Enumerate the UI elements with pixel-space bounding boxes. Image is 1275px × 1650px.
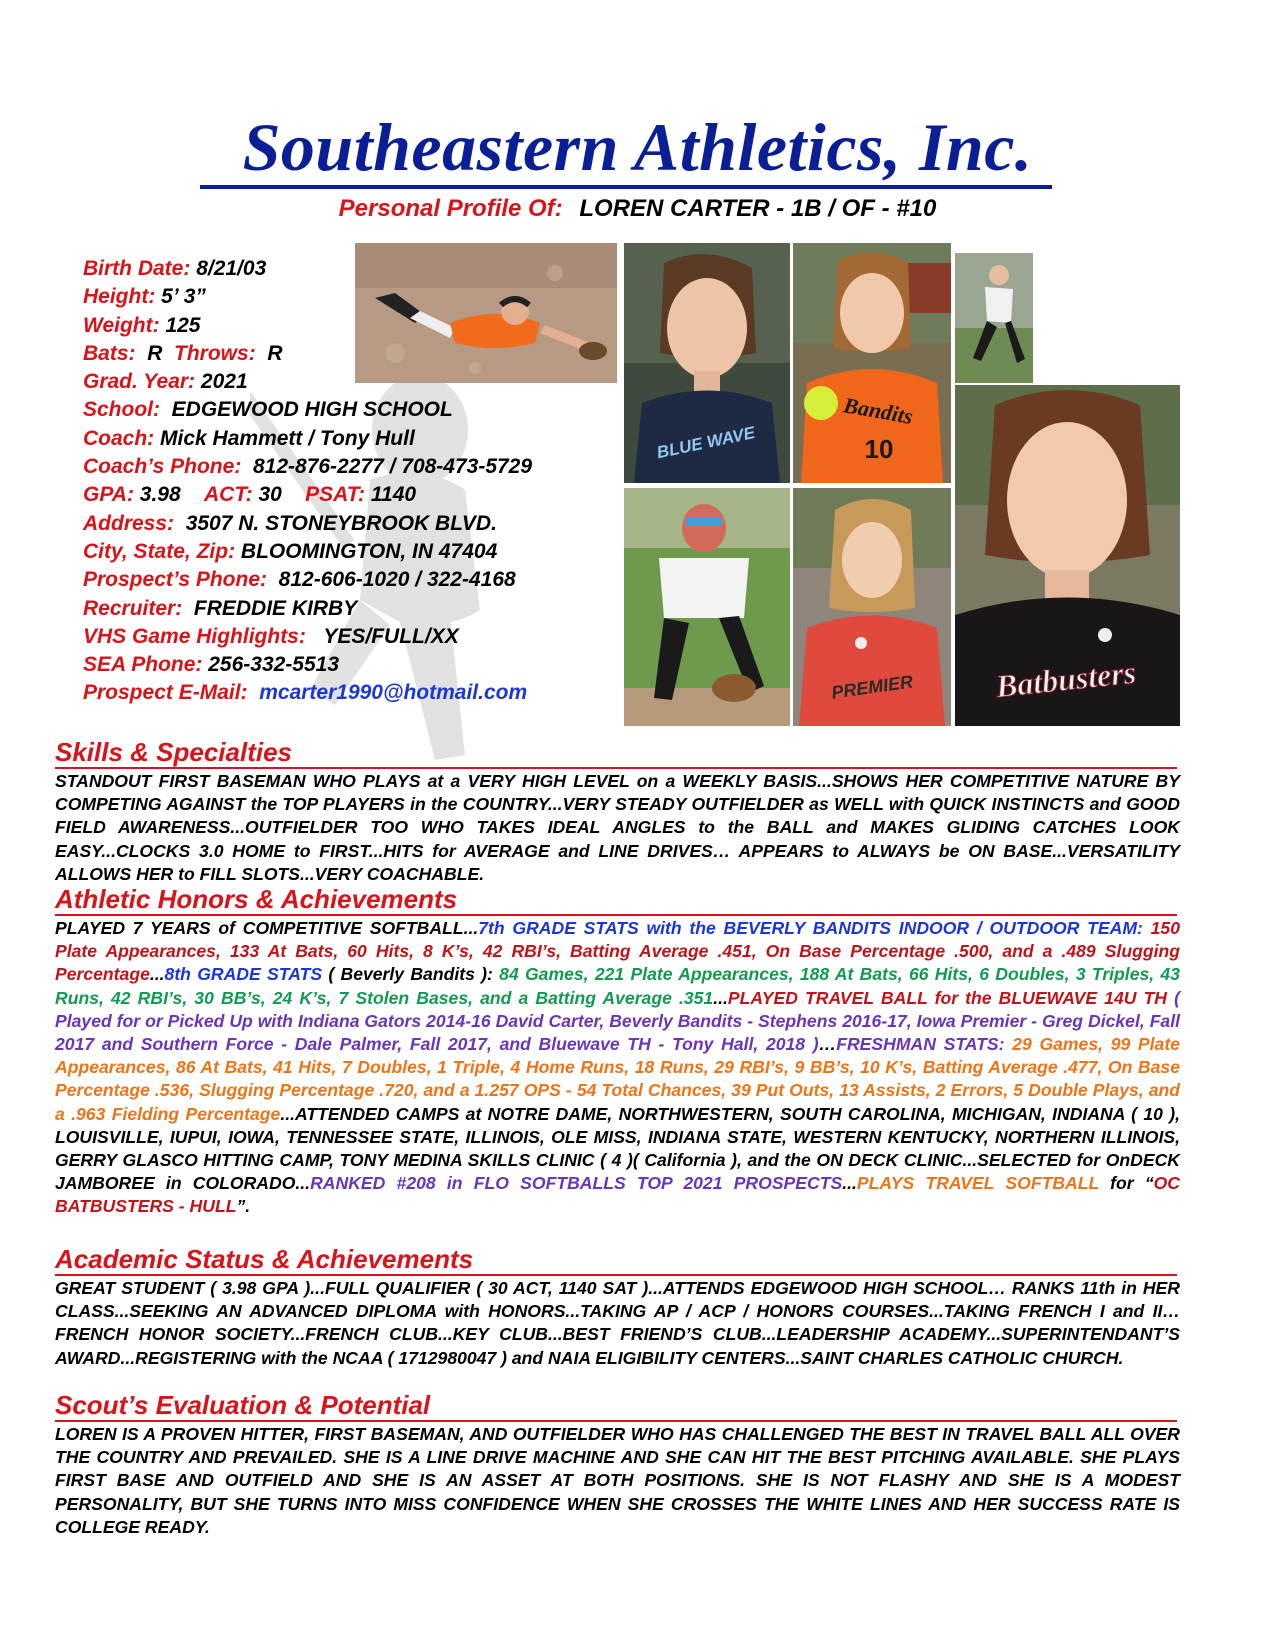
blue-wave-jersey-text: BLUE WAVE (655, 422, 757, 463)
athletic-segment: 150 Plate Appearances, 133 At Bats, 60 Hits, 8 K’s, 42 RBI’s, Batting Average .451, On Base Percentage .500, and a .489 Slugging Percentage (55, 918, 1180, 985)
athletic-segment: ... (842, 1173, 857, 1194)
batbusters-jersey-text: Batbusters (994, 653, 1138, 705)
athletic-segment: 7th GRADE STATS with the BEVERLY BANDITS INDOOR / OUTDOOR TEAM: (478, 918, 1143, 938)
field-address: Address: 3507 N. STONEYBROOK BLVD. (83, 511, 497, 535)
field-city-state-zip: City, State, Zip: BLOOMINGTON, IN 47404 (83, 539, 498, 563)
premier-jersey-text: PREMIER (830, 671, 915, 703)
page-title: Southeastern Athletics, Inc. (242, 109, 1033, 185)
skills-heading: Skills & Specialties (55, 737, 293, 767)
photo-premier (793, 488, 951, 726)
athletic-segment: OC BATBUSTERS - HULL (55, 1173, 1181, 1217)
field-weight: Weight: 125 (83, 313, 201, 337)
photo-running (955, 253, 1033, 383)
field-bats-throws: Bats: R Throws: R (83, 341, 283, 365)
athletic-segment: ( Played for or Picked Up with Indiana Gators 2014-16 David Carter, Beverly Bandits - Stephens 2016-17, Iowa Premier - Greg Dickel, Fall 2017 and Southern Force - Dale Palmer, Fall 2017, and Bluewave TH - Tony Hall, 2018 ) (55, 987, 1180, 1055)
athletic-segment: FRESHMAN STATS: (836, 1034, 1005, 1055)
scout-heading: Scout’s Evaluation & Potential (55, 1390, 431, 1420)
athletic-segment: … (818, 1034, 837, 1055)
academic-text: GREAT STUDENT ( 3.98 GPA )...FULL QUALIFIER ( 30 ACT, 1140 SAT )...ATTENDS EDGEWOOD HIGH SCHOOL… RANKS 11th in HER CLASS...SEEKING AN ADVANCED DIPLOMA with HONORS...TAKING AP / ACP / HONORS COURSES...TAKING FRENCH I and II…FRENCH HONOR SOCIETY...FRENCH CLUB...KEY CLUB...BEST FRIEND’S CLUB...LEADERSHIP ACADEMY...SUPERINTENDANT’S AWARD...REGISTERING with the NCAA ( 1712980047 ) and NAIA ELIGIBILITY CENTERS...SAINT CHARLES CATHOLIC CHURCH. (55, 1278, 1180, 1368)
athletic-segment: ... (713, 987, 728, 1008)
photo-batbusters (955, 385, 1180, 726)
athletic-heading: Athletic Honors & Achievements (55, 884, 458, 914)
athletic-rule (55, 914, 1177, 916)
academic-heading: Academic Status & Achievements (55, 1244, 474, 1274)
athletic-segment: RANKED #208 in FLO SOFTBALLS TOP 2021 PROSPECTS (310, 1173, 843, 1194)
athletic-segment: 29 Games, 99 Plate Appearances, 86 At Bats, 41 Hits, 7 Doubles, 1 Triple, 4 Home Runs, 18 Runs, 29 RBI’s, 9 BB’s, 10 K’s, Batting Average .477, On Base Percentage .536, Slugging Percentage .720, and a 1.257 OPS - 54 Total Chances, 39 Put Outs, 13 Assists, 2 Errors, 5 Double Plays, and a .963 Fielding Percentage (55, 1034, 1180, 1124)
athletic-text (55, 917, 1180, 1219)
skills-rule (55, 767, 1177, 769)
athletic-segment: PLAYS TRAVEL SOFTBALL (856, 1173, 1099, 1194)
field-coach: Coach: Mick Hammett / Tony Hull (83, 426, 415, 450)
field-prospect-email: Prospect E-Mail: mcarter1990@hotmail.com (83, 681, 528, 705)
photo-blue-wave (624, 243, 790, 483)
field-height: Height: 5’ 3” (83, 285, 206, 309)
scout-rule (55, 1420, 1177, 1422)
athletic-segment: PLAYED 7 YEARS of COMPETITIVE SOFTBALL... (55, 918, 479, 938)
field-school: School: EDGEWOOD HIGH SCHOOL (83, 398, 453, 422)
athletic-segment: 84 Games, 221 Plate Appearances, 188 At Bats, 66 Hits, 6 Doubles, 3 Triples, 43 Runs, 42 RBI’s, 30 BB’s, 24 K’s, 7 Stolen Bases, and a Batting Average .351 (55, 964, 1181, 1008)
field-prospect-phone: Prospect’s Phone: 812-606-1020 / 322-4168 (83, 568, 516, 592)
field-birth-date: Birth Date: 8/21/03 (83, 257, 267, 280)
athletic-segment: for “ (1098, 1173, 1154, 1194)
photo-diving-catch (355, 243, 617, 383)
field-sea-phone: SEA Phone: 256-332-5513 (83, 653, 340, 677)
field-gpa-act-psat: GPA: 3.98 ACT: 30 PSAT: 1140 (83, 483, 417, 507)
profile-label: Personal Profile Of: (338, 195, 563, 222)
photo-fielding (624, 488, 790, 726)
photo-bandits-10 (793, 243, 951, 483)
athletic-segment: 8th GRADE STATS (164, 964, 323, 985)
athletic-segment: ”. (236, 1196, 251, 1217)
bandits-jersey-text: Bandits (841, 392, 915, 429)
athletic-segment: ... (149, 964, 165, 985)
title-underline (200, 185, 1052, 189)
profile-name: LOREN CARTER - 1B / OF - #10 (579, 195, 937, 222)
athletic-segment: ...ATTENDED CAMPS at NOTRE DAME, NORTHWESTERN, SOUTH CAROLINA, MICHIGAN, INDIANA ( 10 ), LOUISVILLE, IUPUI, IOWA, TENNESSEE STATE, ILLINOIS, OLE MISS, INDIANA STATE, WESTERN KENTUCKY, NORTHERN ILLINOIS, GERRY GLASCO HITTING CAMP, TONY MEDINA SKILLS CLINIC ( 4 )( California ), and the ON DECK CLINIC...SELECTED for OnDECK JAMBOREE in COLORADO... (55, 1103, 1180, 1194)
athletic-segment: ( Beverly Bandits ): (322, 964, 493, 985)
email-link[interactable]: mcarter1990@hotmail.com (259, 681, 528, 705)
skills-text: STANDOUT FIRST BASEMAN WHO PLAYS at a VERY HIGH LEVEL on a WEEKLY BASIS...SHOWS HER COMPETITIVE NATURE BY COMPETING AGAINST the TOP PLAYERS in the COUNTRY...VERY STEADY OUTFIELDER as WELL with QUICK INSTINCTS and GOOD FIELD AWARENESS...OUTFIELDER TOO WHO TAKES IDEAL ANGLES to the BALL and MAKES GLIDING CATCHES LOOK EASY...CLOCKS 3.0 HOME to FIRST...HITS for AVERAGE and LINE DRIVES… APPEARS to ALWAYS be ON BASE...VERSATILITY ALLOWS HER to FILL SLOTS...VERY COACHABLE. (55, 771, 1180, 884)
field-recruiter: Recruiter: FREDDIE KIRBY (83, 596, 358, 620)
field-vhs-highlights: VHS Game Highlights: YES/FULL/XX (83, 624, 459, 648)
field-coach-phone: Coach’s Phone: 812-876-2277 / 708-473-5729 (83, 455, 533, 479)
academic-rule (55, 1274, 1177, 1276)
athletic-segment: PLAYED TRAVEL BALL for the BLUEWAVE 14U TH (727, 987, 1168, 1008)
scout-text: LOREN IS A PROVEN HITTER, FIRST BASEMAN, AND OUTFIELDER WHO HAS CHALLENGED THE BEST IN TRAVEL BALL ALL OVER THE COUNTRY AND PREVAILED. SHE IS A LINE DRIVE MACHINE AND SHE CAN HIT THE BEST PITCHING AVAILABLE. SHE PLAYS FIRST BASE AND OUTFIELD AND SHE IS AN ASSET AT BOTH POSITIONS. SHE IS NOT FLASHY AND SHE IS A MODEST PERSONALITY, BUT SHE TURNS INTO MISS CONFIDENCE WHEN SHE CROSSES THE WHITE LINES AND HER SUCCESS RATE IS COLLEGE READY. (55, 1424, 1180, 1537)
profile-subtitle (0, 195, 1275, 223)
field-grad-year: Grad. Year: 2021 (83, 370, 248, 394)
jersey-number: 10 (864, 434, 894, 464)
